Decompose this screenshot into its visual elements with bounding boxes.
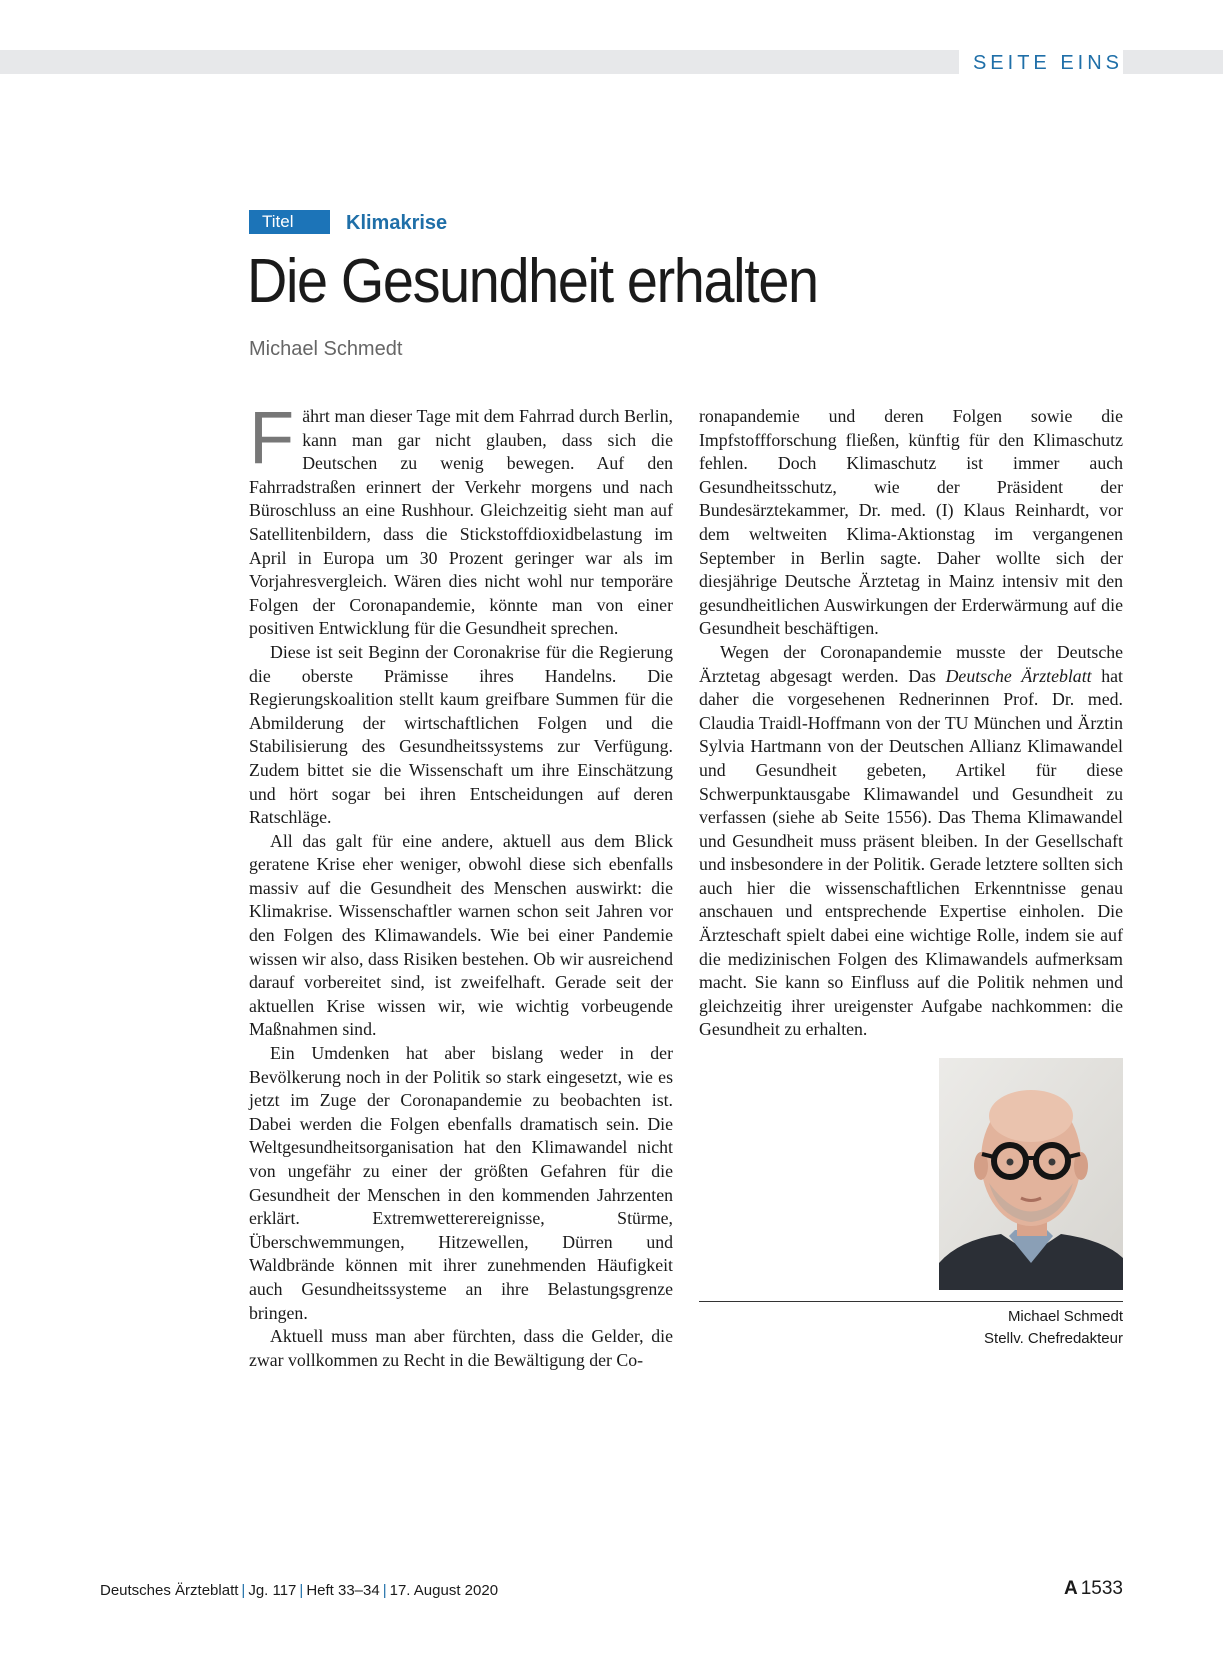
kicker-tag: Titel — [249, 210, 330, 234]
article-paragraph — [249, 396, 673, 641]
caption-name: Michael Schmedt — [1007, 1308, 1123, 1325]
drop-cap: F — [249, 396, 295, 479]
headline: Die Gesundheit erhalten — [247, 247, 818, 316]
article-paragraph: Ein Umdenken hat aber bislang weder in der Bevölkerung noch in der Politik so stark eingesetzt, wie es jetzt im Zuge der Coronapandemie zu beobachten ist. Dabei werden die Folgen ebenfalls dramatisch sein. Die Weltgesundheitsorganisation hat den Klimawandel nicht von ungefähr zu einer der größten Gefahren für die Gesundheit der Menschen in den kommenden Jahrzenten erklärt. Extremwetterereignisse, Stürme, Überschwemmungen, Hitzewellen, Dürren und Waldbrände können mit ihrer zunehmenden Häufigkeit auch Gesundheitssysteme an ihre Belastungsgrenze bringen. — [249, 1043, 673, 1323]
footer-journal: Deutsches Ärzteblatt — [100, 1582, 239, 1599]
article-paragraph: All das galt für eine andere, aktuell aus dem Blick geratene Krise eher weniger, obwohl diese sich ebenfalls massiv auf die Gesundheit des Menschen auswirkt: die Klimakrise. Wissenschaftler warnen schon seit Jahren vor den Folgen des Klimawandels. Wie bei einer Pandemie wissen wir also, dass Risiken bestehen. Ob wir ausreichend darauf vorbereitet sind, ist zweifelhaft. Gerade seit der aktuellen Krise wissen wir, wie wichtig vorbeugende Maßnahmen sind. — [249, 830, 673, 1040]
article-paragraph: Aktuell muss man aber fürchten, dass die Gelder, die zwar vollkommen zu Recht in die Bewältigung der Co- — [249, 1326, 673, 1370]
article-paragraph — [699, 641, 1123, 1042]
page-number-value: 1533 — [1080, 1578, 1123, 1599]
author-portrait-photo — [939, 1058, 1123, 1290]
footer-separator: | — [299, 1582, 304, 1599]
author-byline: Michael Schmedt — [249, 338, 403, 360]
paragraph-text: hat daher die vorgesehenen Rednerinnen Prof. Dr. med. Claudia Traidl-Hoffmann von der TU München und Ärztin Sylvia Hartmann von der Deutschen Allianz Klimawandel und Gesundheit gebeten, Artikel für diese Schwerpunktausgabe Klimawandel und Gesundheit zu verfassen (siehe ab Seite 1556). Das Thema Klimawandel und Gesundheit muss präsent bleiben. In der Gesellschaft und insbesondere in der Politik. Gerade letztere sollten sich auch hier die wissenschaftlichen Erkenntnisse genau anschauen und entsprechende Expertise einholen. Die Ärzteschaft spielt dabei eine wichtige Rolle, indem sie auf die medizinischen Folgen des Klimawandels aufmerksam macht. Sie kann so Einfluss auf die Politik nehmen und gleichzeitig ihrer ureigenster Aufgabe nachkommen: die Gesundheit zu erhalten. — [699, 665, 1123, 1040]
footer-date: 17. August 2020 — [389, 1582, 499, 1599]
section-label: SEITE EINS — [959, 50, 1123, 74]
article-column-right — [699, 405, 1123, 1042]
page-prefix: A — [1063, 1578, 1078, 1599]
article-column-left — [249, 396, 673, 1372]
publication-name: Deutsche Ärzteblatt — [945, 665, 1092, 686]
footer-volume: Jg. 117 — [248, 1582, 297, 1599]
article-paragraph: ronapandemie und deren Folgen sowie die Impfstoffforschung fließen, künftig für den Klimaschutz fehlen. Doch Klimaschutz ist immer auch Gesundheitsschutz, wie der Präsident der Bundesärztekammer, Dr. med. (I) Klaus Reinhardt, vor dem weltweiten Klima-Aktionstag im vergangenen September in Berlin sagte. Daher wollte sich der diesjährige Deutsche Ärztetag in Mainz intensiv mit den gesundheitlichen Auswirkungen der Erderwärmung auf die Gesundheit beschäftigen. — [699, 406, 1123, 639]
footer-issue: Heft 33–34 — [306, 1582, 380, 1599]
kicker-topic: Klimakrise — [346, 212, 448, 234]
photo-caption — [984, 1306, 1123, 1350]
caption-divider — [699, 1301, 1123, 1302]
page-number — [1064, 1578, 1123, 1600]
paragraph-text: ährt man dieser Tage mit dem Fahrrad durch Berlin, kann man gar nicht glauben, dass sich die Deutschen zu wenig bewegen. Auf den Fahrradstraßen erinnert der Verkehr morgens und nach Büroschluss an eine Rushhour. Gleichzeitig sieht man auf Satellitenbildern, dass die Stickstoffdioxidbelastung im April in Europa um 30 Prozent geringer war als im Vorjahresvergleich. Wären dies nicht wohl nur temporäre Folgen der Coronapandemie, könnte man von einer positiven Entwicklung für die Gesundheit sprechen. — [249, 406, 673, 639]
article-paragraph: Diese ist seit Beginn der Coronakrise für die Regierung die oberste Prämisse ihres Handelns. Die Regierungskoalition stellt kaum greifbare Summen für die Abmilderung der wirtschaftlichen Folgen und die Stabilisierung des Gesundheitssystems zur Verfügung. Zudem bittet sie die Wissenschaft um ihre Einschätzung und hört sogar bei ihren Entscheidungen auf deren Ratschläge. — [249, 641, 673, 828]
footer-separator: | — [382, 1582, 387, 1599]
paragraph-text: Wegen der Coronapandemie musste der Deutsche Ärztetag abgesagt werden. Das — [699, 641, 1123, 686]
caption-role: Stellv. Chefredakteur — [984, 1330, 1123, 1347]
footer-citation — [100, 1582, 498, 1599]
footer-separator: | — [241, 1582, 246, 1599]
